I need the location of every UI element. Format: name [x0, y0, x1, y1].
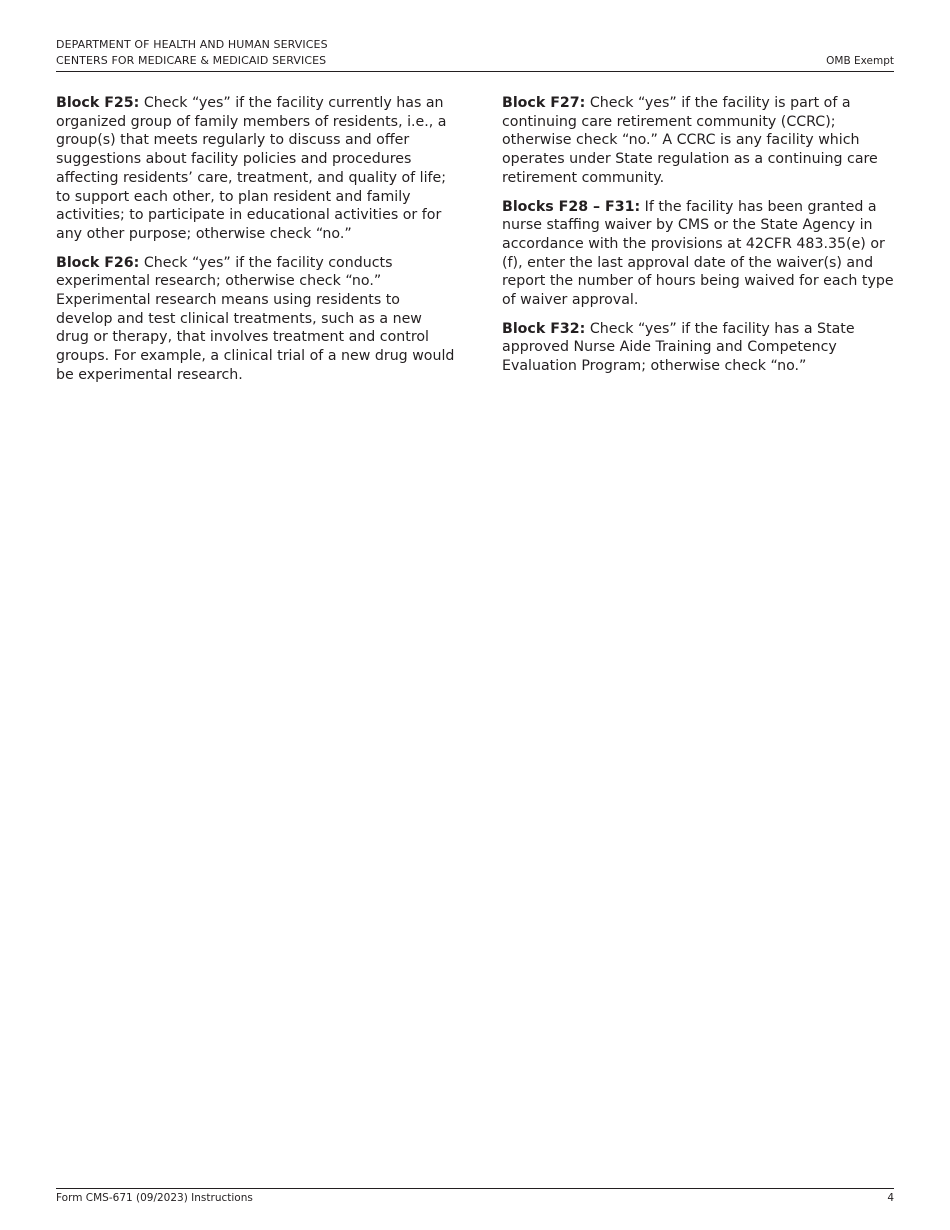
right-column — [502, 94, 894, 386]
agency-name — [56, 37, 328, 69]
block-label: Block F25: — [56, 95, 140, 111]
block-text: Check “yes” if the facility is part of a continuing care retirement community (CCRC); otherwise check “no.” A CCRC is any facility which operates under State regulation as a continuing care retirement community. — [502, 95, 878, 186]
block-label: Block F27: — [502, 95, 586, 111]
block-f32-paragraph — [502, 320, 894, 376]
blocks-f28-f31-paragraph — [502, 198, 894, 310]
block-f27-paragraph — [502, 94, 894, 188]
omb-status: OMB Exempt — [826, 55, 894, 67]
block-text: Check “yes” if the facility conducts experimental research; otherwise check “no.” Experimental research means using residents to develop and test clinical treatments, such as a new drug or therapy, that involves treatment and control groups. For example, a clinical trial of a new drug would be experimental research. — [56, 254, 455, 383]
block-text: Check “yes” if the facility currently has an organized group of family members of residents, i.e., a group(s) that meets regularly to discuss and offer suggestions about facility policies and procedures affecting residents’ care, treatment, and quality of life; to support each other, to plan resident and family activities; to participate in educational activities or for any other purpose; otherwise check “no.” — [56, 95, 447, 242]
block-label: Block F26: — [56, 254, 140, 271]
department-name: DEPARTMENT OF HEALTH AND HUMAN SERVICES — [56, 38, 328, 51]
centers-name: CENTERS FOR MEDICARE & MEDICAID SERVICES — [56, 54, 327, 67]
block-label: Blocks F28 – F31: — [502, 198, 641, 215]
form-identifier: Form CMS-671 (09/2023) Instructions — [56, 1192, 253, 1204]
block-f25-paragraph — [56, 94, 456, 244]
block-label: Block F32: — [502, 320, 586, 337]
block-text: If the facility has been granted a nurse staffing waiver by CMS or the State Agency in accordance with the provisions at 42CFR 483.35(e) or (f), enter the last approval date of the waiver(s) and report the number of hours being waived for each type of waiver approval. — [502, 198, 894, 309]
block-text: Check “yes” if the facility has a State approved Nurse Aide Training and Competency Evaluation Program; otherwise check “no.” — [502, 320, 855, 375]
page-header — [56, 37, 894, 72]
page-number: 4 — [887, 1192, 894, 1204]
left-column — [56, 94, 456, 395]
block-f26-paragraph — [56, 254, 456, 385]
page-footer — [56, 1188, 894, 1205]
